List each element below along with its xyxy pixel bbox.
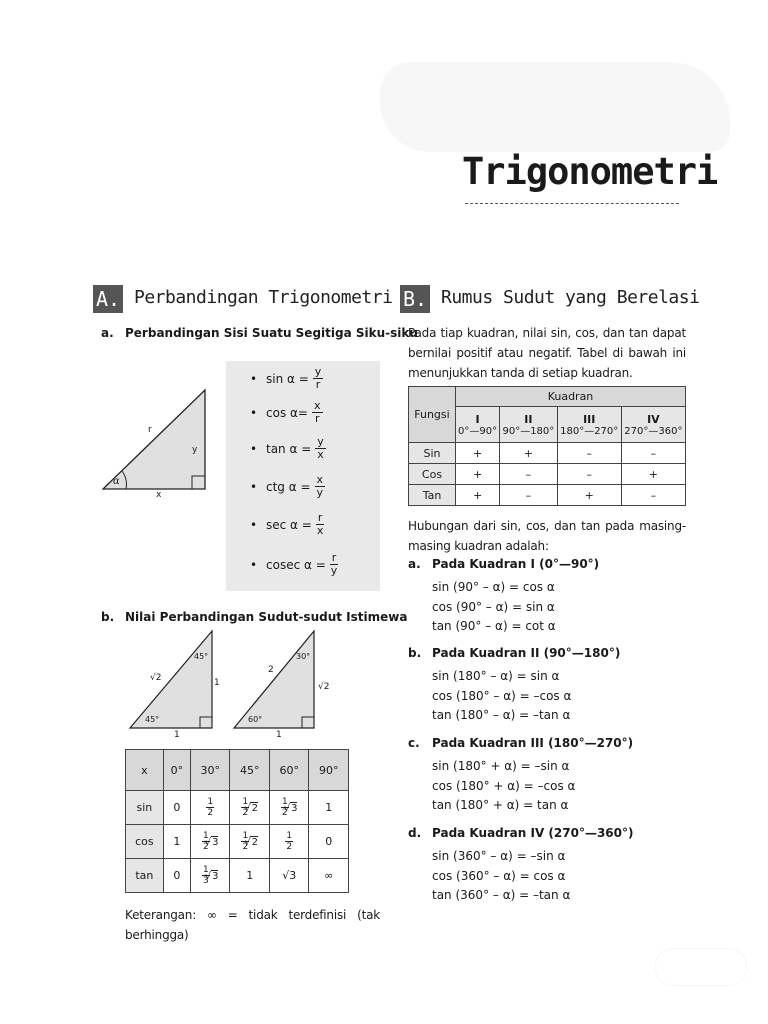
sign-cell: +: [621, 464, 685, 485]
group-letter: a.: [408, 557, 421, 571]
relation-equation: tan (180° + α) = tan α: [432, 798, 569, 812]
value-cell: [309, 859, 349, 893]
special-table-header-cell: x: [126, 750, 164, 791]
quadrant-header-cell: [456, 407, 500, 443]
quadrant-sign-table: [408, 386, 686, 506]
formula-fraction: [315, 436, 326, 461]
special-table-row: [126, 825, 349, 859]
formula-numerator: x: [316, 473, 324, 486]
section-b-title: Rumus Sudut yang Berelasi: [441, 287, 700, 308]
quadrant-sign-row: [409, 485, 686, 506]
formula-lhs: cos α=: [266, 405, 308, 420]
relation-equation: tan (360° – α) = –tan α: [432, 888, 571, 902]
cell-value: 0: [173, 869, 181, 882]
value-cell: [269, 825, 309, 859]
cell-fraction: $\frac{1}{2}$: [242, 797, 249, 818]
sign-cell: –: [557, 464, 621, 485]
quadrant-sign-row: [409, 464, 686, 485]
bullet-icon: •: [250, 557, 258, 572]
quadrant-header-cell: [621, 407, 685, 443]
group-letter: d.: [408, 826, 422, 840]
relation-equation: sin (180° + α) = –sin α: [432, 759, 570, 773]
sign-cell: –: [621, 443, 685, 464]
cell-fraction: $\frac{1}{2}$: [207, 797, 214, 818]
triangle-label-alpha: α: [113, 476, 120, 487]
cell-root: √ 2: [250, 836, 258, 848]
subsection-a-heading: [101, 326, 418, 340]
cell-value: 1: [325, 801, 333, 814]
function-cell: Cos: [409, 464, 456, 485]
formula-numerator: r: [317, 511, 323, 524]
tri30-base-label: 1: [276, 730, 282, 740]
quadrant-range: 90°—180°: [502, 425, 555, 437]
sign-cell: +: [456, 443, 500, 464]
section-a-badge: A.: [93, 285, 123, 313]
triangle-45-diagram: [126, 628, 216, 732]
fungsi-header: Fungsi: [409, 387, 456, 443]
formula-fraction: [330, 552, 339, 577]
quadrant-header-cell: [500, 407, 557, 443]
subsection-title: Nilai Perbandingan Sudut-sudut Istimewa: [125, 610, 408, 624]
function-cell: Sin: [409, 443, 456, 464]
formula-lhs: cosec α =: [266, 557, 326, 572]
formula-denominator: y: [316, 486, 324, 499]
cell-root: √ 3: [211, 870, 219, 882]
special-table-row: [126, 859, 349, 893]
quadrant-roman: II: [524, 412, 533, 426]
triangle-label-y: y: [192, 445, 198, 455]
value-cell: [309, 791, 349, 825]
relation-equation: tan (90° – α) = cot α: [432, 619, 556, 633]
value-cell: [230, 791, 270, 825]
formula-denominator: r: [315, 378, 321, 391]
sign-cell: +: [557, 485, 621, 506]
bullet-icon: •: [250, 405, 258, 420]
formula-lhs: sec α =: [266, 517, 312, 532]
formula-numerator: y: [314, 365, 322, 378]
formula-denominator: y: [330, 564, 338, 577]
function-cell: tan: [126, 859, 164, 893]
cell-value: 0: [173, 801, 181, 814]
value-cell: [163, 825, 190, 859]
sign-cell: +: [456, 485, 500, 506]
group-title: Pada Kuadran III (180°—270°): [432, 736, 634, 750]
cell-value: √3: [282, 869, 297, 882]
value-cell: [309, 825, 349, 859]
formula-denominator: x: [317, 448, 324, 461]
formula-row: [250, 400, 323, 425]
cell-root: √ 3: [211, 836, 219, 848]
tri45-bottom-angle: 45°: [145, 715, 160, 724]
section-b-badge: B.: [400, 285, 430, 313]
group-title: Pada Kuadran II (90°—180°): [432, 646, 621, 660]
subsection-b-heading: [101, 610, 407, 624]
function-cell: Tan: [409, 485, 456, 506]
formula-lhs: sin α =: [266, 371, 309, 386]
formula-fraction: [312, 400, 323, 425]
triangle-30-diagram: [230, 628, 320, 732]
cell-fraction: $\frac{1}{2}$: [281, 797, 288, 818]
section-b-intro: Pada tiap kuadran, nilai sin, cos, dan tan dapat bernilai positif atau negatif. Tabel di bawah ini menunjukkan tanda di setiap kuadran.: [408, 326, 686, 380]
table-note: Keterangan: ∞ = tidak terdefinisi (tak berhingga): [125, 908, 380, 942]
value-cell: [230, 825, 270, 859]
tri45-hyp-label: √2: [150, 673, 162, 683]
bullet-icon: •: [250, 517, 258, 532]
section-a-title: Perbandingan Trigonometri: [134, 287, 393, 308]
formula-lhs: ctg α =: [266, 479, 311, 494]
special-table-header-cell: 60°: [269, 750, 309, 791]
formula-row: [250, 436, 326, 461]
value-cell: [230, 859, 270, 893]
page-title: Trigonometri: [462, 150, 718, 193]
formula-denominator: r: [314, 412, 320, 425]
value-cell: [269, 791, 309, 825]
formula-numerator: x: [313, 399, 321, 412]
special-angle-table: [125, 749, 349, 893]
cell-root: √ 3: [290, 802, 298, 814]
value-cell: [190, 791, 230, 825]
cell-fraction: $\frac{1}{3}$: [202, 865, 209, 886]
formula-row: [250, 552, 338, 577]
formula-fraction: [313, 366, 324, 391]
group-title: Pada Kuadran IV (270°—360°): [432, 826, 634, 840]
special-table-header-cell: 90°: [309, 750, 349, 791]
quadrant-range: 270°—360°: [624, 425, 683, 437]
quadrant-range: 180°—270°: [560, 425, 619, 437]
cell-fraction: $\frac{1}{2}$: [242, 831, 249, 852]
subsection-title: Perbandingan Sisi Suatu Segitiga Siku-siku: [125, 326, 418, 340]
title-dashed-underline: [465, 203, 679, 204]
bullet-icon: •: [250, 479, 258, 494]
formula-denominator: x: [316, 524, 324, 537]
group-letter: c.: [408, 736, 420, 750]
quadrant-roman: IV: [647, 412, 660, 426]
special-table-row: [126, 791, 349, 825]
relation-equation: sin (90° – α) = cos α: [432, 580, 555, 594]
cell-value: 0: [325, 835, 333, 848]
triangle-label-x: x: [156, 490, 162, 500]
value-cell: [190, 825, 230, 859]
special-table-header-row: [126, 750, 349, 791]
subsection-letter: b.: [101, 610, 115, 624]
cell-value: 1: [173, 835, 181, 848]
subsection-letter: a.: [101, 326, 114, 340]
sign-cell: +: [500, 443, 557, 464]
formula-lhs: tan α =: [266, 441, 312, 456]
formula-row: [250, 366, 323, 391]
formula-fraction: [316, 512, 325, 537]
quadrant-group-heading: [408, 646, 620, 660]
relation-equation: sin (180° – α) = sin α: [432, 669, 560, 683]
quadrant-range: 0°—90°: [458, 425, 498, 437]
quadrant-group-heading: [408, 826, 634, 840]
kuadran-header: Kuadran: [456, 387, 686, 407]
tri30-top-angle: 30°: [296, 652, 311, 661]
corner-smudge-decoration: [655, 948, 747, 986]
tri30-bottom-angle: 60°: [248, 715, 263, 724]
relation-equation: cos (180° + α) = –cos α: [432, 778, 576, 793]
value-cell: [163, 859, 190, 893]
value-cell: [190, 859, 230, 893]
value-cell: [163, 791, 190, 825]
value-cell: [269, 859, 309, 893]
special-table-header-cell: 45°: [230, 750, 270, 791]
formula-numerator: r: [331, 551, 337, 564]
cell-root: √ 2: [250, 802, 258, 814]
tri45-side-label: 1: [214, 678, 220, 688]
group-letter: b.: [408, 646, 422, 660]
tri30-hyp-label: 2: [268, 665, 274, 675]
sign-cell: –: [621, 485, 685, 506]
sign-cell: –: [500, 464, 557, 485]
relation-equation: sin (360° – α) = –sin α: [432, 849, 566, 863]
formula-fraction: [315, 474, 326, 499]
cell-fraction: $\frac{1}{2}$: [202, 831, 209, 852]
sign-cell: –: [557, 443, 621, 464]
cell-value: 1: [246, 869, 254, 882]
tri45-base-label: 1: [174, 730, 180, 740]
quadrant-group-heading: [408, 736, 633, 750]
cell-value: ∞: [324, 869, 334, 882]
title-brush-decoration: [380, 62, 730, 152]
tri30-side-label: √2: [318, 682, 330, 692]
formula-row: [250, 512, 324, 537]
relation-equation: tan (180° – α) = –tan α: [432, 708, 571, 722]
group-title: Pada Kuadran I (0°—90°): [432, 557, 600, 571]
bullet-icon: •: [250, 371, 258, 386]
quadrant-sign-row: [409, 443, 686, 464]
formula-numerator: y: [317, 435, 324, 448]
relation-equation: cos (360° – α) = cos α: [432, 868, 566, 883]
relation-equation: cos (180° – α) = –cos α: [432, 688, 572, 703]
special-table-header-cell: 30°: [190, 750, 230, 791]
quadrant-roman: III: [583, 412, 596, 426]
function-cell: sin: [126, 791, 164, 825]
cell-fraction: $\frac{1}{2}$: [286, 831, 293, 852]
triangle-label-r: r: [148, 425, 152, 435]
sign-cell: +: [456, 464, 500, 485]
bullet-icon: •: [250, 441, 258, 456]
quadrant-roman: I: [475, 412, 480, 426]
function-cell: cos: [126, 825, 164, 859]
formula-row: [250, 474, 325, 499]
quadrant-group-heading: [408, 557, 599, 571]
tri45-top-angle: 45°: [194, 652, 209, 661]
quadrant-header-cell: [557, 407, 621, 443]
special-table-header-cell: 0°: [163, 750, 190, 791]
relation-equation: cos (90° – α) = sin α: [432, 599, 555, 614]
relation-intro: Hubungan dari sin, cos, dan tan pada masing-masing kuadran adalah:: [408, 519, 686, 553]
sign-cell: –: [500, 485, 557, 506]
